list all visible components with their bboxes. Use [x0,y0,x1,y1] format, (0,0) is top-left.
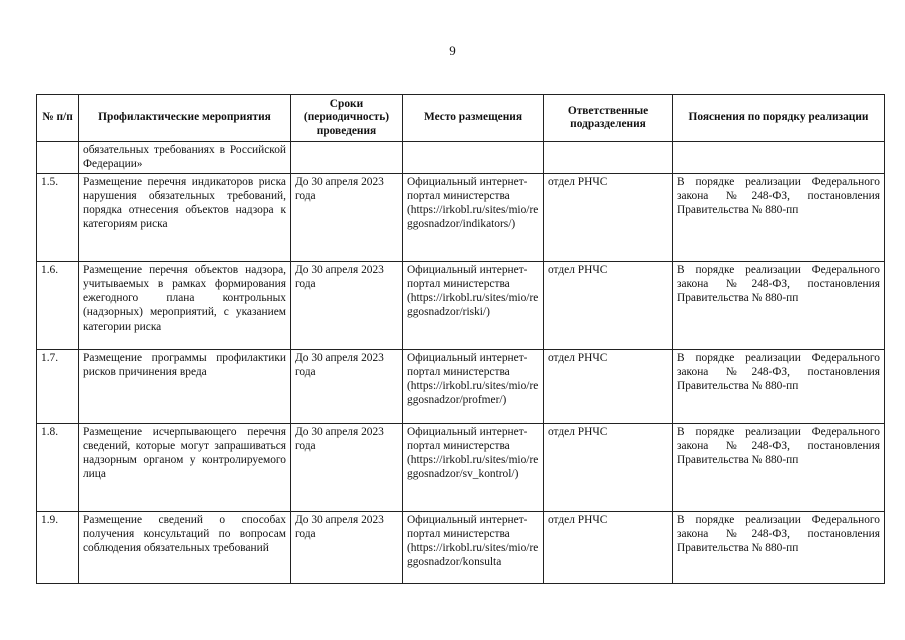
cell-responsible: отдел РНЧС [544,349,673,423]
cell-num: 1.5. [37,173,79,261]
cell-responsible: отдел РНЧС [544,173,673,261]
cell-event: Размещение сведений о способах получения консультаций по вопросам соблюдения обязательных требований [79,511,291,583]
cell-num [37,142,79,174]
cell-place [403,142,544,174]
cell-num: 1.6. [37,261,79,349]
header-notes: Пояснения по порядку реализации [673,95,885,142]
cell-notes: В порядке реализации Федерального закона №248-ФЗ, постановления Правительства № 880-пп [673,511,885,583]
cell-responsible [544,142,673,174]
cell-place [403,423,544,511]
cell-deadline: До 30 апреля 2023 года [291,349,403,423]
table-row [37,173,885,261]
place-url: (https://irkobl.ru/sites/mio/reggosnadzor/konsulta [407,542,539,569]
cell-responsible: отдел РНЧС [544,261,673,349]
cell-place [403,173,544,261]
header-deadline: Сроки (периодичность) проведения [291,95,403,142]
header-event: Профилактические мероприятия [79,95,291,142]
place-url: (https://irkobl.ru/sites/mio/reggosnadzor/riski/) [407,292,539,319]
table-row [37,423,885,511]
table-row [37,511,885,583]
place-url: (https://irkobl.ru/sites/mio/reggosnadzor/indikators/) [407,204,539,231]
header-responsible: Ответственные подразделения [544,95,673,142]
table-row [37,261,885,349]
events-table [36,94,885,584]
cell-num: 1.8. [37,423,79,511]
cell-notes: В порядке реализации Федерального закона №248-ФЗ, постановления Правительства № 880-пп [673,423,885,511]
cell-place [403,261,544,349]
cell-place [403,349,544,423]
header-num: № п/п [37,95,79,142]
cell-place [403,511,544,583]
cell-notes [673,142,885,174]
page-number: 9 [449,43,456,58]
place-text: Официальный интернет-портал министерства [407,425,528,452]
cell-num: 1.7. [37,349,79,423]
place-text: Официальный интернет-портал министерства [407,351,528,378]
place-url: (https://irkobl.ru/sites/mio/reggosnadzor/profmer/) [407,380,539,407]
cell-deadline: До 30 апреля 2023 года [291,261,403,349]
cell-responsible: отдел РНЧС [544,423,673,511]
cell-deadline [291,142,403,174]
place-url: (https://irkobl.ru/sites/mio/reggosnadzor/sv_kontrol/) [407,454,539,481]
cell-num: 1.9. [37,511,79,583]
place-text: Официальный интернет-портал министерства [407,263,528,290]
cell-deadline: До 30 апреля 2023 года [291,423,403,511]
table-row-continuation [37,142,885,174]
cell-deadline: До 30 апреля 2023 года [291,511,403,583]
cell-deadline: До 30 апреля 2023 года [291,173,403,261]
cell-notes: В порядке реализации Федерального закона №248-ФЗ, постановления Правительства № 880-пп [673,349,885,423]
cell-responsible: отдел РНЧС [544,511,673,583]
table-row [37,349,885,423]
header-place: Место размещения [403,95,544,142]
place-text: Официальный интернет-портал министерства [407,513,528,540]
cell-event: Размещение перечня индикаторов риска нарушения обязательных требований, порядка отнесения объектов надзора к категориям риска [79,173,291,261]
cell-event: Размещение исчерпывающего перечня сведений, которые могут запрашиваться надзорным органом у контролируемого лица [79,423,291,511]
cell-notes: В порядке реализации Федерального закона №248-ФЗ, постановления Правительства № 880-пп [673,261,885,349]
cell-event: обязательных требованиях в Российской Федерации» [79,142,291,174]
cell-event: Размещение программы профилактики рисков причинения вреда [79,349,291,423]
cell-notes: В порядке реализации Федерального закона №248-ФЗ, постановления Правительства № 880-пп [673,173,885,261]
place-text: Официальный интернет-портал министерства [407,175,528,202]
table-header [37,95,885,142]
cell-event: Размещение перечня объектов надзора, учитываемых в рамках формирования ежегодного плана контрольных (надзорных) мероприятий, с указанием категории риска [79,261,291,349]
